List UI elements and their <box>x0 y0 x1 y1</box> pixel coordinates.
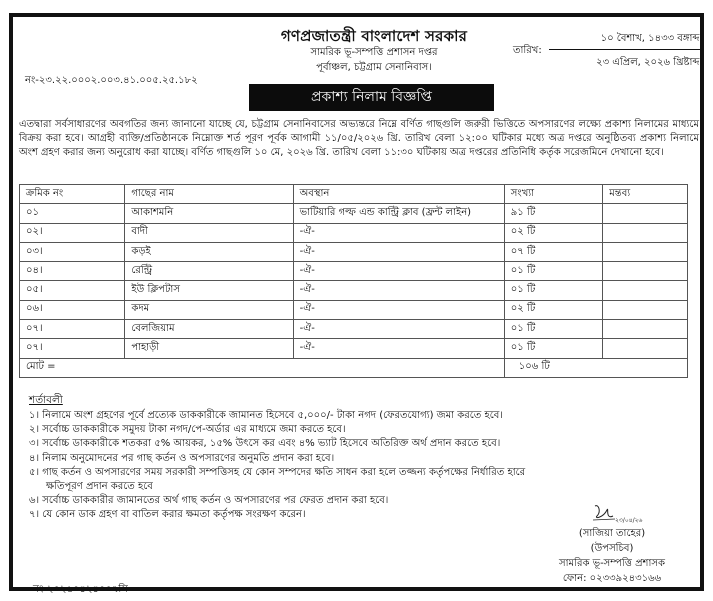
row-remarks <box>603 223 688 242</box>
intro-paragraph: এতদ্বারা সর্বসাধারণের অবগতির জন্য জানানো যাচ্ছে যে, চট্টগ্রাম সেনানিবাসের অভ্যন্তরে নিম্নে বর্ণিত গাছগুলি জরুরী ভিত্তিতে অপসারণের লক্ষ্যে প্রকাশ্য নিলামের মাধ্যমে বিক্রয় করা হবে। আগ্রহী ব্যক্তি/প্রতিষ্ঠানকে নিম্নোক্ত শর্ত পূরণ পূর্বক আগামী ১১/০৫/২০২৬ খ্রি. তারিখ বেলা ১২:০০ ঘটিকার মধ্যে অত্র দপ্তরে অনুষ্ঠিতব্য প্রকাশ্য নিলামে অংশ গ্রহণ করার জন্য অনুরোধ করা যাচ্ছে। বর্ণিত গাছগুলি ১০ মে, ২০২৬ খ্রি. তারিখ বেলা ১১:৩০ ঘটিকায় অত্র দপ্তরের প্রতিনিধি কর্তৃক সরেজমিনে দেখানো হবে। <box>19 119 699 158</box>
signatory-block <box>533 526 691 586</box>
row-remarks <box>603 300 688 319</box>
row-serial: ০৭। <box>20 320 125 339</box>
signatory-phone: ফোন: ০২৩৩৯২৪৩১৬৬ <box>562 573 662 584</box>
row-location: -ঐ- <box>293 262 504 281</box>
date-divider <box>549 49 703 50</box>
header-tree-name: গাছের নাম <box>125 185 293 204</box>
office-location: পূর্বাঞ্চল, চট্টগ্রাম সেনানিবাস। <box>316 62 432 73</box>
row-tree-name: বেলজিয়াম <box>125 320 293 339</box>
row-quantity: ৯১ টি <box>504 204 602 223</box>
row-quantity: ০২ টি <box>504 223 602 242</box>
header-remarks: মন্তব্য <box>603 185 688 204</box>
row-location: -ঐ- <box>293 320 504 339</box>
date-bengali: ১০ বৈশাখ, ১৪৩৩ বঙ্গাব্দ। <box>600 33 703 44</box>
notice-banner: প্রকাশ্য নিলাম বিজ্ঞপ্তি <box>249 84 494 111</box>
row-tree-name: ইউ ক্লিপটাস <box>125 281 293 300</box>
row-quantity: ০১ টি <box>504 339 602 358</box>
header-serial: ক্রমিক নং <box>20 185 125 204</box>
terms-title: শর্তাবলী <box>29 394 63 406</box>
row-serial: ০২। <box>20 223 125 242</box>
row-remarks <box>603 320 688 339</box>
government-title: গণপ্রজাতন্ত্রী বাংলাদেশ সরকার <box>280 27 468 45</box>
table-row <box>20 320 688 339</box>
notice-document <box>9 13 704 595</box>
header-location: অবস্থান <box>293 185 504 204</box>
term-item: ৬। সর্বোচ্চ ডাককারীর জামানতের অর্থ গাছ কর্তন ও অপসারণের পর ফেরত প্রদান করা হবে। <box>29 495 389 507</box>
row-location: -ঐ- <box>293 281 504 300</box>
term-item: ২। সর্বোচ্চ ডাককারীকে সমুদয় টাকা নগদ/পে-অর্ডার এর মাধ্যমে জমা করতে হবে। <box>29 424 346 436</box>
row-location: -ঐ- <box>293 242 504 261</box>
row-serial: ০৬। <box>20 300 125 319</box>
row-tree-name: রেন্ট্রি <box>125 262 293 281</box>
row-quantity: ০১ টি <box>504 320 602 339</box>
row-serial: ০১ <box>20 204 125 223</box>
date-gregorian: ২৩ এপ্রিল, ২০২৬ খ্রিষ্টাব্দ। <box>596 57 703 68</box>
row-tree-name: কদম <box>125 300 293 319</box>
row-quantity: ০১ টি <box>504 281 602 300</box>
table-row <box>20 204 688 223</box>
row-location: ভাটিয়ারি গল্ফ এন্ড কান্ট্রি ক্লাব (ফ্রন্ট লাইন) <box>293 204 504 223</box>
row-remarks <box>603 262 688 281</box>
row-tree-name: কড়ই <box>125 242 293 261</box>
table-row <box>20 339 688 358</box>
signatory-designation: (উপসচিব) <box>590 543 634 554</box>
signatory-office: সামরিক ভূ-সম্পত্তি প্রশাসক <box>559 558 665 569</box>
date-block <box>513 27 703 75</box>
row-remarks <box>603 204 688 223</box>
row-serial: ০৪। <box>20 262 125 281</box>
office-name: সামরিক ভূ-সম্পত্তি প্রশাসন দপ্তর <box>310 47 438 58</box>
row-serial: ০৩। <box>20 242 125 261</box>
row-location: -ঐ- <box>293 339 504 358</box>
header-quantity: সংখ্যা <box>504 185 602 204</box>
total-value: ১০৬ টি <box>504 358 687 377</box>
row-serial: ০৭। <box>20 339 125 358</box>
row-quantity: ০৭ টি <box>504 242 602 261</box>
reference-number: নং-২৩.২২.০০০২.০০৩.৪১.০০৫.২৫.১৮২ <box>25 75 198 86</box>
table-total-row <box>20 358 688 377</box>
term-item: ৭। যে কোন ডাক গ্রহণ বা বাতিল করার ক্ষমতা কর্তৃপক্ষ সংরক্ষণ করেন। <box>29 509 306 521</box>
row-tree-name: পাহাড়ী <box>125 339 293 358</box>
term-item: ৪। নিলাম অনুমোদনের পর গাছ কর্তন ও অপসারণের অনুমতি প্রদান করা হবে। <box>29 452 335 464</box>
table-header-row <box>20 185 688 204</box>
row-tree-name: বাদী <box>125 223 293 242</box>
row-remarks <box>603 242 688 261</box>
handwritten-signature <box>591 502 651 526</box>
date-label: তারিখ: <box>513 45 542 56</box>
row-quantity: ০১ টি <box>504 262 602 281</box>
trees-table <box>19 184 688 378</box>
row-quantity: ০২ টি <box>504 300 602 319</box>
total-label: মোট = <box>20 358 505 377</box>
table-row <box>20 262 688 281</box>
row-location: -ঐ- <box>293 300 504 319</box>
row-remarks <box>603 281 688 300</box>
term-item: ৩। সর্বোচ্চ ডাককারীকে শতকরা ৫% আয়কর, ১৫% উৎসে কর এবং ৪% ভ্যাট হিসেবে অতিরিক্ত অর্থ প্রদান করতে হবে। <box>29 438 501 450</box>
row-tree-name: আকাশমনি <box>125 204 293 223</box>
term-item-continuation: ক্ষতিপূরণ প্রদান করতে হবে <box>46 481 153 493</box>
term-item: ১। নিলামে অংশ গ্রহণের পূর্বে প্রত্যেক ডাককারীকে জামানত হিসেবে ৫,০০০/- টাকা নগদ (ফেরতযোগ্য) জমা করতে হবে। <box>29 410 503 421</box>
table-row <box>20 281 688 300</box>
row-remarks <box>603 339 688 358</box>
table-row <box>20 223 688 242</box>
table-row <box>20 242 688 261</box>
row-serial: ০৫। <box>20 281 125 300</box>
memo-number: নং-২০২৬০৪২৪০০৭সি <box>33 584 128 595</box>
table-row <box>20 300 688 319</box>
term-item: ৫। গাছ কর্তন ও অপসারণের সময় সরকারী সম্পত্তিসহ যে কোন সম্পদের ক্ষতি সাধন করা হলে তজ্জন্য কর্তৃপক্ষের নির্ধারিত হারে <box>29 466 526 478</box>
signatory-name: (সাজিয়া তাহের) <box>578 528 646 539</box>
signature-date: ২৩/০৪/২৬ <box>615 517 643 524</box>
row-location: -ঐ- <box>293 223 504 242</box>
